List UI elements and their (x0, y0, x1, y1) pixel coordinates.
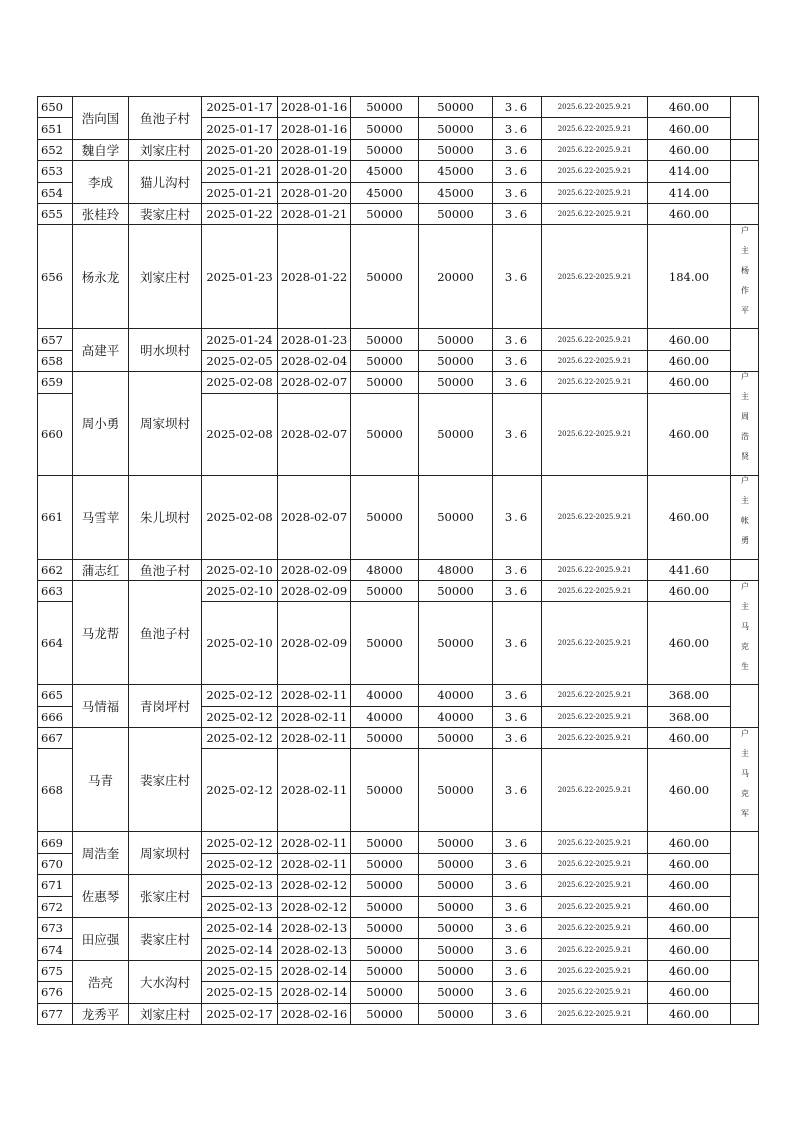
table-row (38, 918, 759, 939)
loan-amount: 50000 (351, 749, 419, 832)
loan-amount: 40000 (351, 706, 419, 727)
interest-rate: 3.6 (493, 982, 542, 1003)
village: 鱼池子村 (129, 580, 202, 684)
loan-amount: 50000 (351, 372, 419, 393)
interest-period: 2025.6.22-2025.9.21 (542, 203, 648, 224)
loan-amount: 50000 (351, 853, 419, 874)
remark-cell (731, 161, 759, 204)
remark-cell (731, 203, 759, 224)
balance: 50000 (419, 749, 493, 832)
balance: 50000 (419, 580, 493, 601)
interest-period: 2025.6.22-2025.9.21 (542, 706, 648, 727)
end-date: 2028-02-12 (278, 896, 351, 917)
interest-period: 2025.6.22-2025.9.21 (542, 329, 648, 350)
interest-amount: 460.00 (648, 918, 731, 939)
interest-period: 2025.6.22-2025.9.21 (542, 728, 648, 749)
borrower-name: 龙秀平 (73, 1003, 129, 1024)
balance: 45000 (419, 182, 493, 203)
loan-amount: 50000 (351, 728, 419, 749)
interest-period: 2025.6.22-2025.9.21 (542, 475, 648, 559)
table-row (38, 1003, 759, 1024)
start-date: 2025-01-21 (202, 161, 278, 182)
interest-amount: 368.00 (648, 706, 731, 727)
interest-period: 2025.6.22-2025.9.21 (542, 1003, 648, 1024)
interest-period: 2025.6.22-2025.9.21 (542, 896, 648, 917)
interest-amount: 460.00 (648, 896, 731, 917)
remark-cell (731, 225, 759, 329)
interest-rate: 3.6 (493, 896, 542, 917)
remark-cell (731, 97, 759, 140)
loan-amount: 48000 (351, 559, 419, 580)
interest-rate: 3.6 (493, 161, 542, 182)
row-number: 674 (38, 939, 73, 960)
table-row (38, 580, 759, 601)
interest-amount: 460.00 (648, 580, 731, 601)
interest-amount: 184.00 (648, 225, 731, 329)
start-date: 2025-02-17 (202, 1003, 278, 1024)
remark: 户主杨作平 (740, 225, 750, 326)
balance: 50000 (419, 728, 493, 749)
borrower-name: 杨永龙 (73, 225, 129, 329)
row-number: 666 (38, 706, 73, 727)
loan-amount: 50000 (351, 832, 419, 853)
remark-cell (731, 918, 759, 961)
start-date: 2025-01-21 (202, 182, 278, 203)
loan-amount: 50000 (351, 475, 419, 559)
row-number: 658 (38, 350, 73, 371)
interest-period: 2025.6.22-2025.9.21 (542, 372, 648, 393)
start-date: 2025-02-14 (202, 939, 278, 960)
interest-rate: 3.6 (493, 749, 542, 832)
remark-cell (731, 685, 759, 728)
end-date: 2028-01-19 (278, 139, 351, 160)
row-number: 657 (38, 329, 73, 350)
end-date: 2028-02-07 (278, 393, 351, 475)
start-date: 2025-02-15 (202, 982, 278, 1003)
table-row (38, 475, 759, 559)
interest-period: 2025.6.22-2025.9.21 (542, 960, 648, 981)
interest-amount: 460.00 (648, 350, 731, 371)
remark-cell (731, 559, 759, 580)
interest-amount: 460.00 (648, 1003, 731, 1024)
row-number: 650 (38, 97, 73, 118)
interest-rate: 3.6 (493, 225, 542, 329)
interest-rate: 3.6 (493, 960, 542, 981)
row-number: 673 (38, 918, 73, 939)
interest-rate: 3.6 (493, 1003, 542, 1024)
interest-amount: 368.00 (648, 685, 731, 706)
start-date: 2025-01-17 (202, 118, 278, 139)
row-number: 665 (38, 685, 73, 706)
row-number: 663 (38, 580, 73, 601)
interest-rate: 3.6 (493, 602, 542, 685)
start-date: 2025-01-24 (202, 329, 278, 350)
balance: 50000 (419, 875, 493, 896)
loan-amount: 50000 (351, 1003, 419, 1024)
balance: 50000 (419, 832, 493, 853)
interest-amount: 460.00 (648, 832, 731, 853)
start-date: 2025-02-14 (202, 918, 278, 939)
interest-period: 2025.6.22-2025.9.21 (542, 350, 648, 371)
end-date: 2028-02-14 (278, 960, 351, 981)
balance: 50000 (419, 1003, 493, 1024)
table-row (38, 832, 759, 853)
interest-period: 2025.6.22-2025.9.21 (542, 139, 648, 160)
end-date: 2028-02-11 (278, 685, 351, 706)
start-date: 2025-01-22 (202, 203, 278, 224)
row-number: 668 (38, 749, 73, 832)
row-number: 677 (38, 1003, 73, 1024)
loan-amount: 50000 (351, 982, 419, 1003)
loan-amount: 50000 (351, 939, 419, 960)
village: 明水坝村 (129, 329, 202, 372)
balance: 50000 (419, 982, 493, 1003)
table-row (38, 960, 759, 981)
balance: 50000 (419, 475, 493, 559)
borrower-name: 浩亮 (73, 960, 129, 1003)
interest-amount: 460.00 (648, 875, 731, 896)
loan-amount: 50000 (351, 329, 419, 350)
remark-cell (731, 372, 759, 475)
start-date: 2025-02-13 (202, 896, 278, 917)
loan-table (37, 96, 759, 1025)
row-number: 655 (38, 203, 73, 224)
table-row (38, 728, 759, 749)
start-date: 2025-02-12 (202, 706, 278, 727)
interest-amount: 460.00 (648, 372, 731, 393)
interest-amount: 460.00 (648, 97, 731, 118)
interest-period: 2025.6.22-2025.9.21 (542, 918, 648, 939)
balance: 50000 (419, 372, 493, 393)
end-date: 2028-02-13 (278, 939, 351, 960)
interest-period: 2025.6.22-2025.9.21 (542, 225, 648, 329)
start-date: 2025-02-08 (202, 372, 278, 393)
row-number: 651 (38, 118, 73, 139)
start-date: 2025-02-08 (202, 475, 278, 559)
interest-amount: 460.00 (648, 728, 731, 749)
end-date: 2028-02-11 (278, 853, 351, 874)
start-date: 2025-01-17 (202, 97, 278, 118)
start-date: 2025-02-12 (202, 832, 278, 853)
borrower-name: 马情福 (73, 685, 129, 728)
table-row (38, 225, 759, 329)
start-date: 2025-02-10 (202, 559, 278, 580)
end-date: 2028-01-22 (278, 225, 351, 329)
interest-period: 2025.6.22-2025.9.21 (542, 749, 648, 832)
interest-period: 2025.6.22-2025.9.21 (542, 982, 648, 1003)
loan-amount: 50000 (351, 139, 419, 160)
table-row (38, 329, 759, 350)
village: 周家坝村 (129, 832, 202, 875)
end-date: 2028-01-16 (278, 97, 351, 118)
end-date: 2028-02-16 (278, 1003, 351, 1024)
village: 裴家庄村 (129, 918, 202, 961)
interest-rate: 3.6 (493, 875, 542, 896)
village: 猫儿沟村 (129, 161, 202, 204)
balance: 50000 (419, 393, 493, 475)
end-date: 2028-02-13 (278, 918, 351, 939)
village: 青岗坪村 (129, 685, 202, 728)
borrower-name: 马雪苹 (73, 475, 129, 559)
loan-amount: 50000 (351, 875, 419, 896)
end-date: 2028-02-11 (278, 706, 351, 727)
balance: 50000 (419, 350, 493, 371)
loan-amount: 50000 (351, 97, 419, 118)
interest-period: 2025.6.22-2025.9.21 (542, 939, 648, 960)
end-date: 2028-02-11 (278, 832, 351, 853)
start-date: 2025-02-13 (202, 875, 278, 896)
row-number: 670 (38, 853, 73, 874)
balance: 40000 (419, 706, 493, 727)
borrower-name: 田应强 (73, 918, 129, 961)
interest-amount: 414.00 (648, 161, 731, 182)
interest-period: 2025.6.22-2025.9.21 (542, 393, 648, 475)
row-number: 669 (38, 832, 73, 853)
start-date: 2025-01-23 (202, 225, 278, 329)
borrower-name: 魏自学 (73, 139, 129, 160)
end-date: 2028-02-09 (278, 602, 351, 685)
balance: 50000 (419, 918, 493, 939)
interest-rate: 3.6 (493, 329, 542, 350)
table-row (38, 161, 759, 182)
table-row (38, 559, 759, 580)
row-number: 654 (38, 182, 73, 203)
remark: 户主周浩贤 (740, 372, 750, 473)
balance: 50000 (419, 939, 493, 960)
loan-amount: 50000 (351, 896, 419, 917)
balance: 50000 (419, 97, 493, 118)
remark-cell (731, 329, 759, 372)
interest-rate: 3.6 (493, 853, 542, 874)
borrower-name: 高建平 (73, 329, 129, 372)
row-number: 671 (38, 875, 73, 896)
table-row (38, 203, 759, 224)
balance: 50000 (419, 203, 493, 224)
balance: 50000 (419, 329, 493, 350)
interest-period: 2025.6.22-2025.9.21 (542, 559, 648, 580)
end-date: 2028-02-11 (278, 728, 351, 749)
row-number: 653 (38, 161, 73, 182)
remark-cell (731, 1003, 759, 1024)
row-number: 676 (38, 982, 73, 1003)
start-date: 2025-02-15 (202, 960, 278, 981)
balance: 50000 (419, 960, 493, 981)
loan-amount: 50000 (351, 118, 419, 139)
remark-cell (731, 475, 759, 559)
end-date: 2028-01-16 (278, 118, 351, 139)
start-date: 2025-02-12 (202, 749, 278, 832)
row-number: 659 (38, 372, 73, 393)
interest-period: 2025.6.22-2025.9.21 (542, 685, 648, 706)
village: 裴家庄村 (129, 728, 202, 832)
remark-cell (731, 832, 759, 875)
borrower-name: 浩向国 (73, 97, 129, 140)
village: 鱼池子村 (129, 559, 202, 580)
interest-rate: 3.6 (493, 475, 542, 559)
borrower-name: 马青 (73, 728, 129, 832)
interest-period: 2025.6.22-2025.9.21 (542, 182, 648, 203)
end-date: 2028-02-07 (278, 372, 351, 393)
end-date: 2028-01-20 (278, 182, 351, 203)
remark: 户主马克军 (740, 728, 750, 829)
balance: 50000 (419, 602, 493, 685)
borrower-name: 佐惠琴 (73, 875, 129, 918)
loan-amount: 45000 (351, 182, 419, 203)
row-number: 660 (38, 393, 73, 475)
village: 鱼池子村 (129, 97, 202, 140)
balance: 48000 (419, 559, 493, 580)
interest-rate: 3.6 (493, 685, 542, 706)
end-date: 2028-02-09 (278, 559, 351, 580)
borrower-name: 周浩奎 (73, 832, 129, 875)
interest-rate: 3.6 (493, 118, 542, 139)
interest-amount: 460.00 (648, 393, 731, 475)
balance: 50000 (419, 118, 493, 139)
interest-amount: 460.00 (648, 475, 731, 559)
interest-rate: 3.6 (493, 97, 542, 118)
interest-amount: 460.00 (648, 139, 731, 160)
table-row (38, 372, 759, 393)
remark: 户主马克生 (740, 581, 750, 682)
end-date: 2028-02-12 (278, 875, 351, 896)
interest-period: 2025.6.22-2025.9.21 (542, 97, 648, 118)
row-number: 652 (38, 139, 73, 160)
interest-amount: 460.00 (648, 939, 731, 960)
interest-rate: 3.6 (493, 182, 542, 203)
village: 刘家庄村 (129, 139, 202, 160)
loan-amount: 50000 (351, 918, 419, 939)
village: 周家坝村 (129, 372, 202, 475)
start-date: 2025-02-10 (202, 580, 278, 601)
table-row (38, 139, 759, 160)
remark-cell (731, 580, 759, 684)
end-date: 2028-01-21 (278, 203, 351, 224)
interest-rate: 3.6 (493, 203, 542, 224)
interest-rate: 3.6 (493, 393, 542, 475)
interest-period: 2025.6.22-2025.9.21 (542, 602, 648, 685)
remark-cell (731, 875, 759, 918)
interest-amount: 460.00 (648, 749, 731, 832)
table-row (38, 97, 759, 118)
interest-period: 2025.6.22-2025.9.21 (542, 832, 648, 853)
borrower-name: 马龙帮 (73, 580, 129, 684)
row-number: 667 (38, 728, 73, 749)
interest-period: 2025.6.22-2025.9.21 (542, 580, 648, 601)
start-date: 2025-01-20 (202, 139, 278, 160)
end-date: 2028-02-07 (278, 475, 351, 559)
village: 裴家庄村 (129, 203, 202, 224)
borrower-name: 张桂玲 (73, 203, 129, 224)
end-date: 2028-02-04 (278, 350, 351, 371)
interest-period: 2025.6.22-2025.9.21 (542, 161, 648, 182)
interest-amount: 460.00 (648, 960, 731, 981)
interest-rate: 3.6 (493, 559, 542, 580)
start-date: 2025-02-05 (202, 350, 278, 371)
row-number: 664 (38, 602, 73, 685)
row-number: 656 (38, 225, 73, 329)
loan-amount: 45000 (351, 161, 419, 182)
borrower-name: 李成 (73, 161, 129, 204)
end-date: 2028-02-14 (278, 982, 351, 1003)
loan-amount: 50000 (351, 602, 419, 685)
row-number: 661 (38, 475, 73, 559)
borrower-name: 周小勇 (73, 372, 129, 475)
loan-amount: 50000 (351, 960, 419, 981)
loan-amount: 40000 (351, 685, 419, 706)
village: 张家庄村 (129, 875, 202, 918)
village: 朱儿坝村 (129, 475, 202, 559)
remark-cell (731, 139, 759, 160)
interest-period: 2025.6.22-2025.9.21 (542, 853, 648, 874)
start-date: 2025-02-12 (202, 685, 278, 706)
row-number: 675 (38, 960, 73, 981)
interest-amount: 460.00 (648, 853, 731, 874)
remark: 户主帐勇 (740, 476, 750, 557)
village: 刘家庄村 (129, 225, 202, 329)
remark-cell (731, 728, 759, 832)
row-number: 672 (38, 896, 73, 917)
interest-rate: 3.6 (493, 139, 542, 160)
interest-amount: 460.00 (648, 982, 731, 1003)
start-date: 2025-02-12 (202, 853, 278, 874)
interest-rate: 3.6 (493, 580, 542, 601)
table-row (38, 875, 759, 896)
balance: 50000 (419, 139, 493, 160)
loan-amount: 50000 (351, 393, 419, 475)
balance: 20000 (419, 225, 493, 329)
interest-amount: 460.00 (648, 602, 731, 685)
interest-rate: 3.6 (493, 939, 542, 960)
end-date: 2028-01-23 (278, 329, 351, 350)
loan-amount: 50000 (351, 350, 419, 371)
start-date: 2025-02-12 (202, 728, 278, 749)
end-date: 2028-02-11 (278, 749, 351, 832)
end-date: 2028-01-20 (278, 161, 351, 182)
loan-amount: 50000 (351, 203, 419, 224)
interest-rate: 3.6 (493, 350, 542, 371)
remark-cell (731, 960, 759, 1003)
start-date: 2025-02-10 (202, 602, 278, 685)
table-row (38, 685, 759, 706)
loan-amount: 50000 (351, 225, 419, 329)
balance: 40000 (419, 685, 493, 706)
row-number: 662 (38, 559, 73, 580)
balance: 50000 (419, 896, 493, 917)
village: 刘家庄村 (129, 1003, 202, 1024)
interest-rate: 3.6 (493, 372, 542, 393)
end-date: 2028-02-09 (278, 580, 351, 601)
village: 大水沟村 (129, 960, 202, 1003)
interest-period: 2025.6.22-2025.9.21 (542, 118, 648, 139)
balance: 50000 (419, 853, 493, 874)
start-date: 2025-02-08 (202, 393, 278, 475)
interest-rate: 3.6 (493, 728, 542, 749)
balance: 45000 (419, 161, 493, 182)
interest-period: 2025.6.22-2025.9.21 (542, 875, 648, 896)
interest-amount: 414.00 (648, 182, 731, 203)
interest-rate: 3.6 (493, 918, 542, 939)
interest-amount: 441.60 (648, 559, 731, 580)
interest-amount: 460.00 (648, 329, 731, 350)
interest-rate: 3.6 (493, 832, 542, 853)
interest-amount: 460.00 (648, 118, 731, 139)
interest-amount: 460.00 (648, 203, 731, 224)
loan-amount: 50000 (351, 580, 419, 601)
interest-rate: 3.6 (493, 706, 542, 727)
borrower-name: 蒲志红 (73, 559, 129, 580)
